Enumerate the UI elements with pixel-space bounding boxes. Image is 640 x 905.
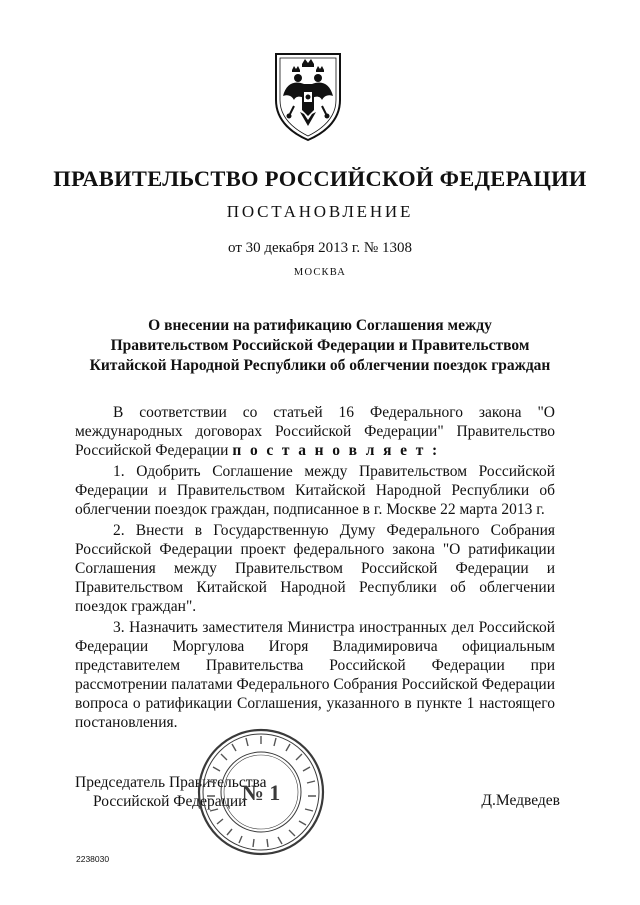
position-line: Председатель Правительства xyxy=(75,774,267,791)
item-3-paragraph: 3. Назначить заместителя Министра иностранных дел Российской Федерации Моргулова Игоря Владимировича официальным представителем Правительства Российской Федерации при рассмотрении палатами Федерального Собрания Российской Федерации вопроса о ратификации Соглашения, указанного в пункте 1 настоящего постановления. xyxy=(75,619,556,731)
city-label: МОСКВА xyxy=(293,267,347,278)
official-seal xyxy=(196,727,326,857)
subject-line: О внесении на ратификацию Соглашения между xyxy=(148,317,492,334)
document-type: ПОСТАНОВЛЕНИЕ xyxy=(226,202,414,221)
date-number-line: от 30 декабря 2013 г. № 1308 xyxy=(228,240,412,256)
subject-line: Правительством Российской Федерации и Правительством xyxy=(110,337,530,354)
preamble-text: В соответствии со статьей 16 Федерального закона "О международных договорах Российской Федерации" Правительство Российской Федерации xyxy=(75,404,555,459)
signatory-name: Д.Медведев xyxy=(481,792,560,809)
document-code: 2238030 xyxy=(76,854,110,864)
state-emblem-icon xyxy=(270,50,346,142)
government-title: ПРАВИТЕЛЬСТВО РОССИЙСКОЙ ФЕДЕРАЦИИ xyxy=(53,166,587,191)
preamble-paragraph xyxy=(75,403,555,460)
decrees-word: п о с т а н о в л я е т : xyxy=(232,442,440,459)
item-1-paragraph: 1. Одобрить Соглашение между Правительством Российской Федерации и Правительством Китайской Народной Республики об облегчении поездок граждан, подписанное в г. Москве 22 марта 2013 г. xyxy=(75,463,555,518)
position-line: Российской Федерации xyxy=(93,793,247,810)
seal-number: № 1 xyxy=(241,780,281,805)
item-2-paragraph: 2. Внести в Государственную Думу Федерального Собрания Российской Федерации проект федерального закона "О ратификации Соглашения между Правительством Российской Федерации и Правительством Китайской Народной Республики об облегчении поездок граждан". xyxy=(75,522,555,615)
document-body xyxy=(75,403,555,734)
subject-line: Китайской Народной Республики об облегчении поездок граждан xyxy=(89,357,551,374)
document-subject xyxy=(80,316,560,376)
